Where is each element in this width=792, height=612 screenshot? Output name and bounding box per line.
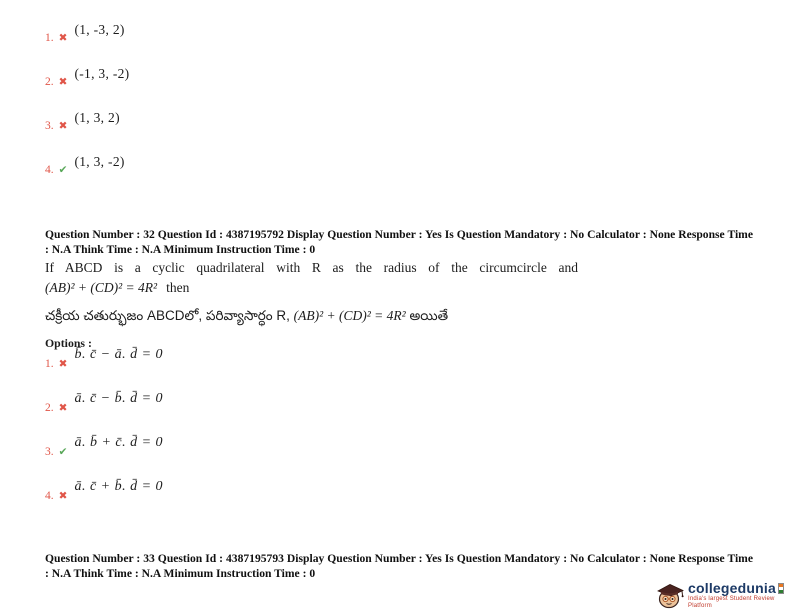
correct-check-icon: ✔ — [58, 445, 68, 458]
prev-option-3 — [45, 110, 120, 133]
wrong-cross-icon: ✖ — [58, 489, 68, 502]
option-number: 4. — [45, 489, 54, 502]
option-text: (-1, 3, -2) — [74, 66, 130, 81]
question-32-metadata: Question Number : 32 Question Id : 4387195792 Display Question Number : Yes Is Question Mandatory : No Calculator : None Response Time : N.A Think Time : N.A Minimum Instruction Time : 0 — [45, 228, 753, 256]
india-flag-icon — [778, 583, 784, 594]
wrong-cross-icon: ✖ — [58, 357, 68, 370]
question-text-tail: then — [166, 280, 190, 295]
logo-wordmark: collegedunia — [688, 580, 776, 596]
question-33-metadata: Question Number : 33 Question Id : 4387195793 Display Question Number : Yes Is Question Mandatory : No Calculator : None Response Time : N.A Think Time : N.A Minimum Instruction Time : 0 — [45, 552, 753, 580]
option-formula: ā. c̄ − b̄. d̄ = 0 — [74, 391, 164, 406]
logo-brand-row — [688, 581, 792, 595]
prev-option-4 — [45, 154, 125, 177]
option-number: 3. — [45, 445, 54, 458]
prev-option-2 — [45, 66, 130, 89]
logo-text-block — [688, 581, 792, 610]
question-formula: (AB)² + (CD)² = 4R² — [45, 280, 158, 295]
q32-option-2 — [45, 391, 164, 414]
wrong-cross-icon: ✖ — [58, 76, 68, 88]
collegedunia-mascot-icon — [655, 582, 685, 609]
option-text: (1, 3, -2) — [74, 154, 125, 169]
q32-option-3 — [45, 435, 164, 458]
question-32-text-telugu — [45, 306, 605, 325]
telugu-text-prefix: చక్రీయ చతుర్భుజం ABCDలో, పరివ్యాసార్ధం R, — [45, 308, 290, 323]
option-formula: ā. b̄ + c̄. d̄ = 0 — [74, 435, 164, 450]
question-32-text-english — [45, 258, 578, 298]
prev-option-1 — [45, 22, 125, 45]
q32-option-4 — [45, 479, 164, 502]
option-text: (1, -3, 2) — [74, 22, 125, 37]
wrong-cross-icon: ✖ — [58, 401, 68, 414]
option-number: 2. — [45, 76, 54, 88]
option-number: 4. — [45, 164, 54, 176]
q32-option-1 — [45, 347, 164, 370]
option-number: 1. — [45, 32, 54, 44]
correct-check-icon: ✔ — [58, 164, 68, 176]
option-formula: ā. c̄ + b̄. d̄ = 0 — [74, 479, 164, 494]
option-text: (1, 3, 2) — [74, 110, 120, 125]
wrong-cross-icon: ✖ — [58, 32, 68, 44]
option-number: 1. — [45, 357, 54, 370]
question-text-line1: If ABCD is a cyclic quadrilateral with R as the radius of the circumcircle and — [45, 260, 578, 275]
collegedunia-logo — [655, 581, 792, 610]
options-label: Options : — [45, 336, 92, 350]
wrong-cross-icon: ✖ — [58, 120, 68, 132]
option-number: 2. — [45, 401, 54, 414]
option-formula: b̄. c̄ − ā. d̄ = 0 — [74, 347, 164, 362]
question-text-line2 — [45, 278, 578, 298]
logo-tagline: India's largest Student Review Platform — [688, 596, 775, 609]
option-number: 3. — [45, 120, 54, 132]
telugu-text-suffix: అయితే — [409, 308, 449, 323]
question-formula-telugu: (AB)² + (CD)² = 4R² — [293, 308, 406, 323]
